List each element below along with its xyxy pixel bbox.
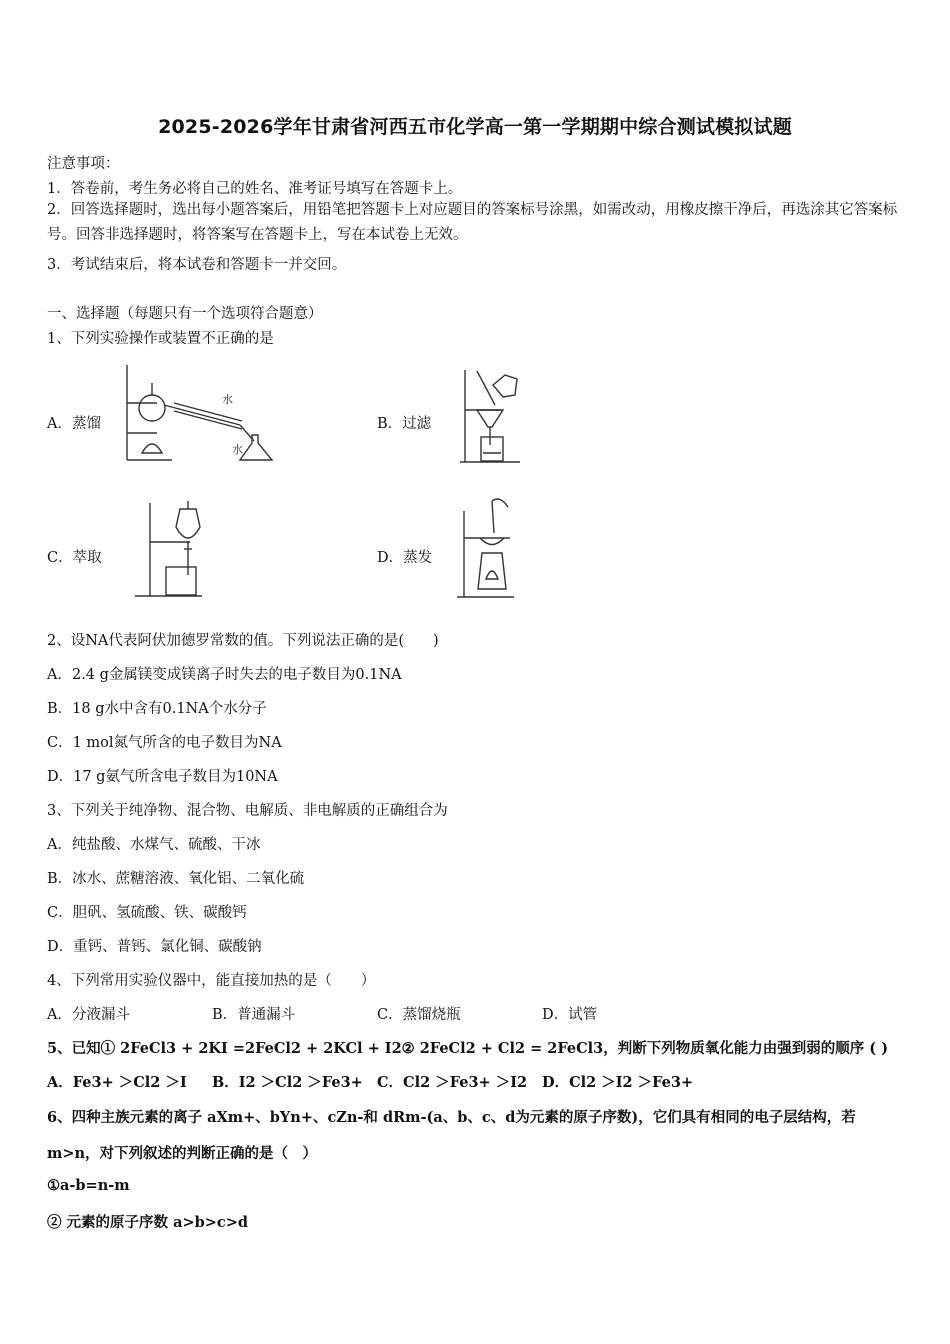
section-heading: 一、选择题（每题只有一个选项符合题意）	[47, 306, 323, 322]
q6-statement-2: ② 元素的原子序数 a>b>c>d	[47, 1214, 249, 1231]
q1-stem: 1、下列实验操作或装置不正确的是	[47, 331, 274, 347]
q2-option-d: D．17 g氨气所含电子数目为10NA	[47, 769, 278, 785]
q5-option-c: C．Cl2 ＞Fe3+ ＞I2	[377, 1074, 528, 1091]
q4-option-d: D．试管	[542, 1007, 598, 1023]
q2-option-c: C．1 mol氮气所含的电子数目为NA	[47, 735, 282, 751]
svg-text:水: 水	[222, 393, 233, 406]
q1-option-b: B．过滤	[377, 416, 432, 432]
evaporation-apparatus-figure	[452, 493, 522, 601]
q5-option-a: A．Fe3+ ＞Cl2 ＞I	[47, 1074, 187, 1091]
q3-option-b: B．冰水、蔗糖溶液、氧化铝、二氧化硫	[47, 871, 305, 887]
q4-option-b: B．普通漏斗	[212, 1007, 296, 1023]
q6-statement-1: ①a-b=n-m	[47, 1177, 130, 1194]
page-title: 2025-2026学年甘肃省河西五市化学高一第一学期期中综合测试模拟试题	[158, 116, 792, 138]
q1-option-a: A．蒸馏	[47, 416, 101, 432]
q5-option-b: B．I2 ＞Cl2 ＞Fe3+	[212, 1074, 363, 1091]
notice-heading: 注意事项：	[47, 156, 120, 172]
q3-option-a: A．纯盐酸、水煤气、硫酸、干冰	[47, 837, 261, 853]
q5-stem: 5、已知① 2FeCl3 + 2KI =2FeCl2 + 2KCl + I2② 2FeCl2 + Cl2 = 2FeCl3，判断下列物质氧化能力由强到弱的顺序 ( )	[47, 1040, 889, 1057]
q4-option-c: C．蒸馏烧瓶	[377, 1007, 461, 1023]
q4-option-a: A．分液漏斗	[47, 1007, 130, 1023]
notice-item-2: 2．回答选择题时，选出每小题答案后，用铅笔把答题卡上对应题目的答案标号涂黑，如需改动，用橡皮擦干净后，再选涂其它答案标号。回答非选择题时，将答案写在答题卡上，写在本试卷上无效。	[47, 202, 898, 243]
q3-option-c: C．胆矾、氢硫酸、铁、碳酸钙	[47, 905, 247, 921]
q2-stem: 2、设NA代表阿伏加德罗常数的值。下列说法正确的是( )	[47, 633, 439, 649]
q3-option-d: D．重钙、普钙、氯化铜、碳酸钠	[47, 939, 262, 955]
q2-option-b: B．18 g水中含有0.1NA个水分子	[47, 701, 267, 717]
filtration-apparatus-figure	[455, 365, 525, 465]
notice-item-1: 1．答卷前，考生务必将自己的姓名、准考证号填写在答题卡上。	[47, 181, 463, 197]
q6-stem: 6、四种主族元素的离子 aXm+、bYn+、cZn-和 dRm-(a、b、c、d为元素的原子序数)，它们具有相同的电子层结构，若 m>n，对下列叙述的判断正确的是（ ）	[47, 1109, 856, 1162]
notice-item-3: 3．考试结束后，将本试卷和答题卡一并交回。	[47, 257, 347, 273]
distillation-apparatus-figure	[112, 363, 282, 465]
q5-option-d: D．Cl2 ＞I2 ＞Fe3+	[542, 1074, 694, 1091]
q3-stem: 3、下列关于纯净物、混合物、电解质、非电解质的正确组合为	[47, 803, 448, 819]
extraction-apparatus-figure	[130, 497, 210, 599]
q2-option-a: A．2.4 g金属镁变成镁离子时失去的电子数目为0.1NA	[47, 667, 402, 683]
q1-option-d: D．蒸发	[377, 550, 433, 566]
q1-option-c: C．萃取	[47, 550, 102, 566]
q4-stem: 4、下列常用实验仪器中，能直接加热的是（ ）	[47, 973, 376, 989]
svg-text:水: 水	[232, 443, 243, 456]
